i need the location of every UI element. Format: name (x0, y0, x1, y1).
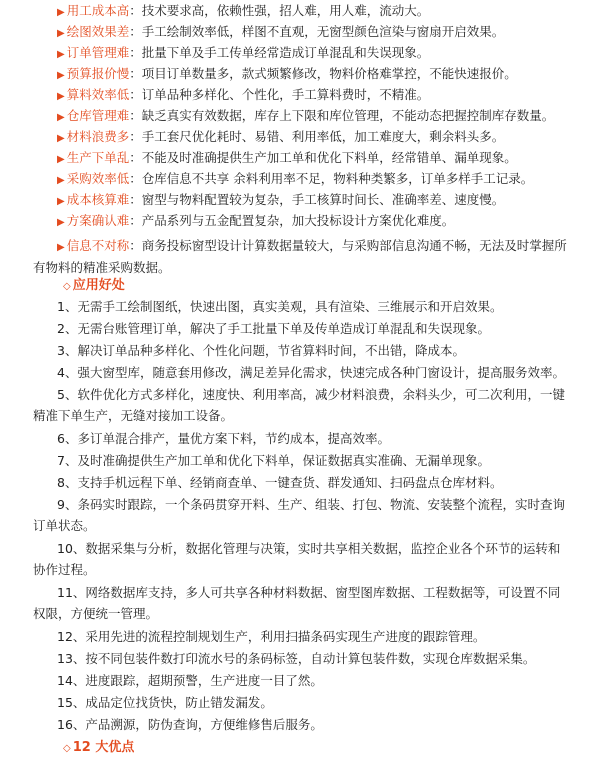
pain-point-text: ：订单品种多样化、个性化，手工算料费时，不精准。 (129, 87, 430, 102)
pain-point-item (57, 23, 504, 41)
benefit-item: 9、条码实时跟踪，一个条码贯穿开料、生产、组装、打包、物流、安装整个流程，实时查询订单状态。 (33, 497, 565, 533)
pain-point-text: ：仓库信息不共享 余料利用率不足，物料种类繁多，订单多样手工记录。 (129, 171, 534, 186)
pain-point-text: ：批量下单及手工传单经常造成订单混乱和失误现象。 (129, 45, 430, 60)
triangle-right-icon: ▶ (57, 7, 65, 18)
triangle-right-icon: ▶ (57, 91, 65, 102)
pain-point-item (57, 128, 504, 146)
benefit-item: 3、解决订单品种多样化、个性化问题，节省算料时间，不出错，降成本。 (57, 343, 465, 358)
pain-point-key: 仓库管理难 (66, 108, 130, 123)
benefit-item: 15、成品定位找货快，防止错发漏发。 (57, 695, 273, 710)
benefit-item: 7、及时准确提供生产加工单和优化下料单，保证数据真实准确、无漏单现象。 (57, 453, 490, 468)
pain-point-key: 成本核算难 (66, 192, 130, 207)
section-title-benefits (63, 276, 125, 296)
pain-point-key: 材料浪费多 (66, 129, 130, 144)
triangle-right-icon: ▶ (57, 154, 65, 165)
pain-point-key: 绘图效果差 (66, 24, 130, 39)
benefit-item: 12、采用先进的流程控制规划生产，利用扫描条码实现生产进度的跟踪管理。 (57, 629, 486, 644)
benefit-item: 14、进度跟踪，超期预警，生产进度一目了然。 (57, 673, 323, 688)
triangle-right-icon: ▶ (57, 217, 65, 228)
pain-point-text: ：窗型与物料配置较为复杂，手工核算时间长、准确率差、速度慢。 (129, 192, 505, 207)
pain-point-text: ：项目订单数量多，款式频繁修改，物料价格难掌控，不能快速报价。 (129, 66, 517, 81)
diamond-icon: ◇ (63, 743, 71, 754)
section-title-text: 12 大优点 (72, 740, 135, 755)
benefit-item: 4、强大窗型库，随意套用修改，满足差异化需求，快速完成各种门窗设计，提高服务效率。 (57, 365, 565, 380)
benefit-item: 8、支持手机远程下单、经销商查单、一键查货、群发通知、扫码盘点仓库材料。 (57, 475, 503, 490)
pain-point-text: ：技术要求高，依赖性强，招人难，用人难，流动大。 (129, 3, 430, 18)
diamond-icon: ◇ (63, 281, 71, 292)
pain-point-key: 用工成本高 (66, 3, 130, 18)
triangle-right-icon: ▶ (57, 70, 65, 81)
pain-point-item (57, 107, 554, 125)
pain-point-text: ：产品系列与五金配置复杂，加大投标设计方案优化难度。 (129, 213, 455, 228)
pain-point-item (57, 65, 517, 83)
benefit-item: 6、多订单混合排产，量优方案下料，节约成本，提高效率。 (57, 431, 390, 446)
pain-point-key: 算料效率低 (66, 87, 130, 102)
benefit-item: 16、产品溯源，防伪查询，方便维修售后服务。 (57, 717, 323, 732)
benefit-item: 5、软件优化方式多样化，速度快、利用率高，减少材料浪费，余料头少，可二次利用，一键精准下单生产，无缝对接加工设备。 (33, 387, 565, 423)
triangle-right-icon: ▶ (57, 28, 65, 39)
pain-point-item (57, 149, 517, 167)
triangle-right-icon: ▶ (57, 175, 65, 186)
pain-point-key: 生产下单乱 (66, 150, 130, 165)
section-title-text: 应用好处 (72, 278, 125, 293)
pain-point-text: ：商务投标窗型设计计算数据量较大，与采购部信息沟通不畅，无法及时掌握所有物料的精准采购数据。 (33, 238, 567, 275)
triangle-right-icon: ▶ (57, 242, 65, 253)
pain-point-text: ：手工绘制效率低，样图不直观，无窗型颜色渲染与窗扇开启效果。 (129, 24, 505, 39)
pain-point-key: 采购效率低 (66, 171, 130, 186)
pain-point-text: ：不能及时准确提供生产加工单和优化下料单，经常错单、漏单现象。 (129, 150, 517, 165)
pain-point-item (57, 191, 504, 209)
section-title-advantages (63, 738, 134, 758)
pain-point-key: 方案确认难 (66, 213, 130, 228)
triangle-right-icon: ▶ (57, 112, 65, 123)
pain-point-item (57, 2, 429, 20)
benefit-item: 2、无需台账管理订单，解决了手工批量下单及传单造成订单混乱和失误现象。 (57, 321, 490, 336)
pain-point-key: 预算报价慢 (66, 66, 130, 81)
benefit-item: 13、按不同包装件数打印流水号的条码标签，自动计算包装件数，实现仓库数据采集。 (57, 651, 536, 666)
triangle-right-icon: ▶ (57, 133, 65, 144)
benefit-item: 10、数据采集与分析，数据化管理与决策，实时共享相关数据，监控企业各个环节的运转和协作过程。 (33, 541, 561, 577)
benefit-item: 11、网络数据库支持，多人可共享各种材料数据、窗型图库数据、工程数据等，可设置不同权限，方便统一管理。 (33, 585, 561, 621)
pain-point-item (57, 212, 454, 230)
triangle-right-icon: ▶ (57, 49, 65, 60)
pain-point-item (57, 86, 429, 104)
triangle-right-icon: ▶ (57, 196, 65, 207)
benefit-item: 1、无需手工绘制图纸，快速出图，真实美观，具有渲染、三维展示和开启效果。 (57, 299, 503, 314)
pain-point-text: ：缺乏真实有效数据，库存上下限和库位管理，不能动态把握控制库存数量。 (129, 108, 555, 123)
pain-point-key: 订单管理难 (66, 45, 130, 60)
pain-point-text: ：手工套尺优化耗时、易错、利用率低，加工难度大，剩余料头多。 (129, 129, 505, 144)
pain-point-item (57, 170, 533, 188)
pain-point-item (33, 236, 568, 278)
pain-point-item (57, 44, 429, 62)
pain-point-key: 信息不对称 (66, 238, 130, 253)
